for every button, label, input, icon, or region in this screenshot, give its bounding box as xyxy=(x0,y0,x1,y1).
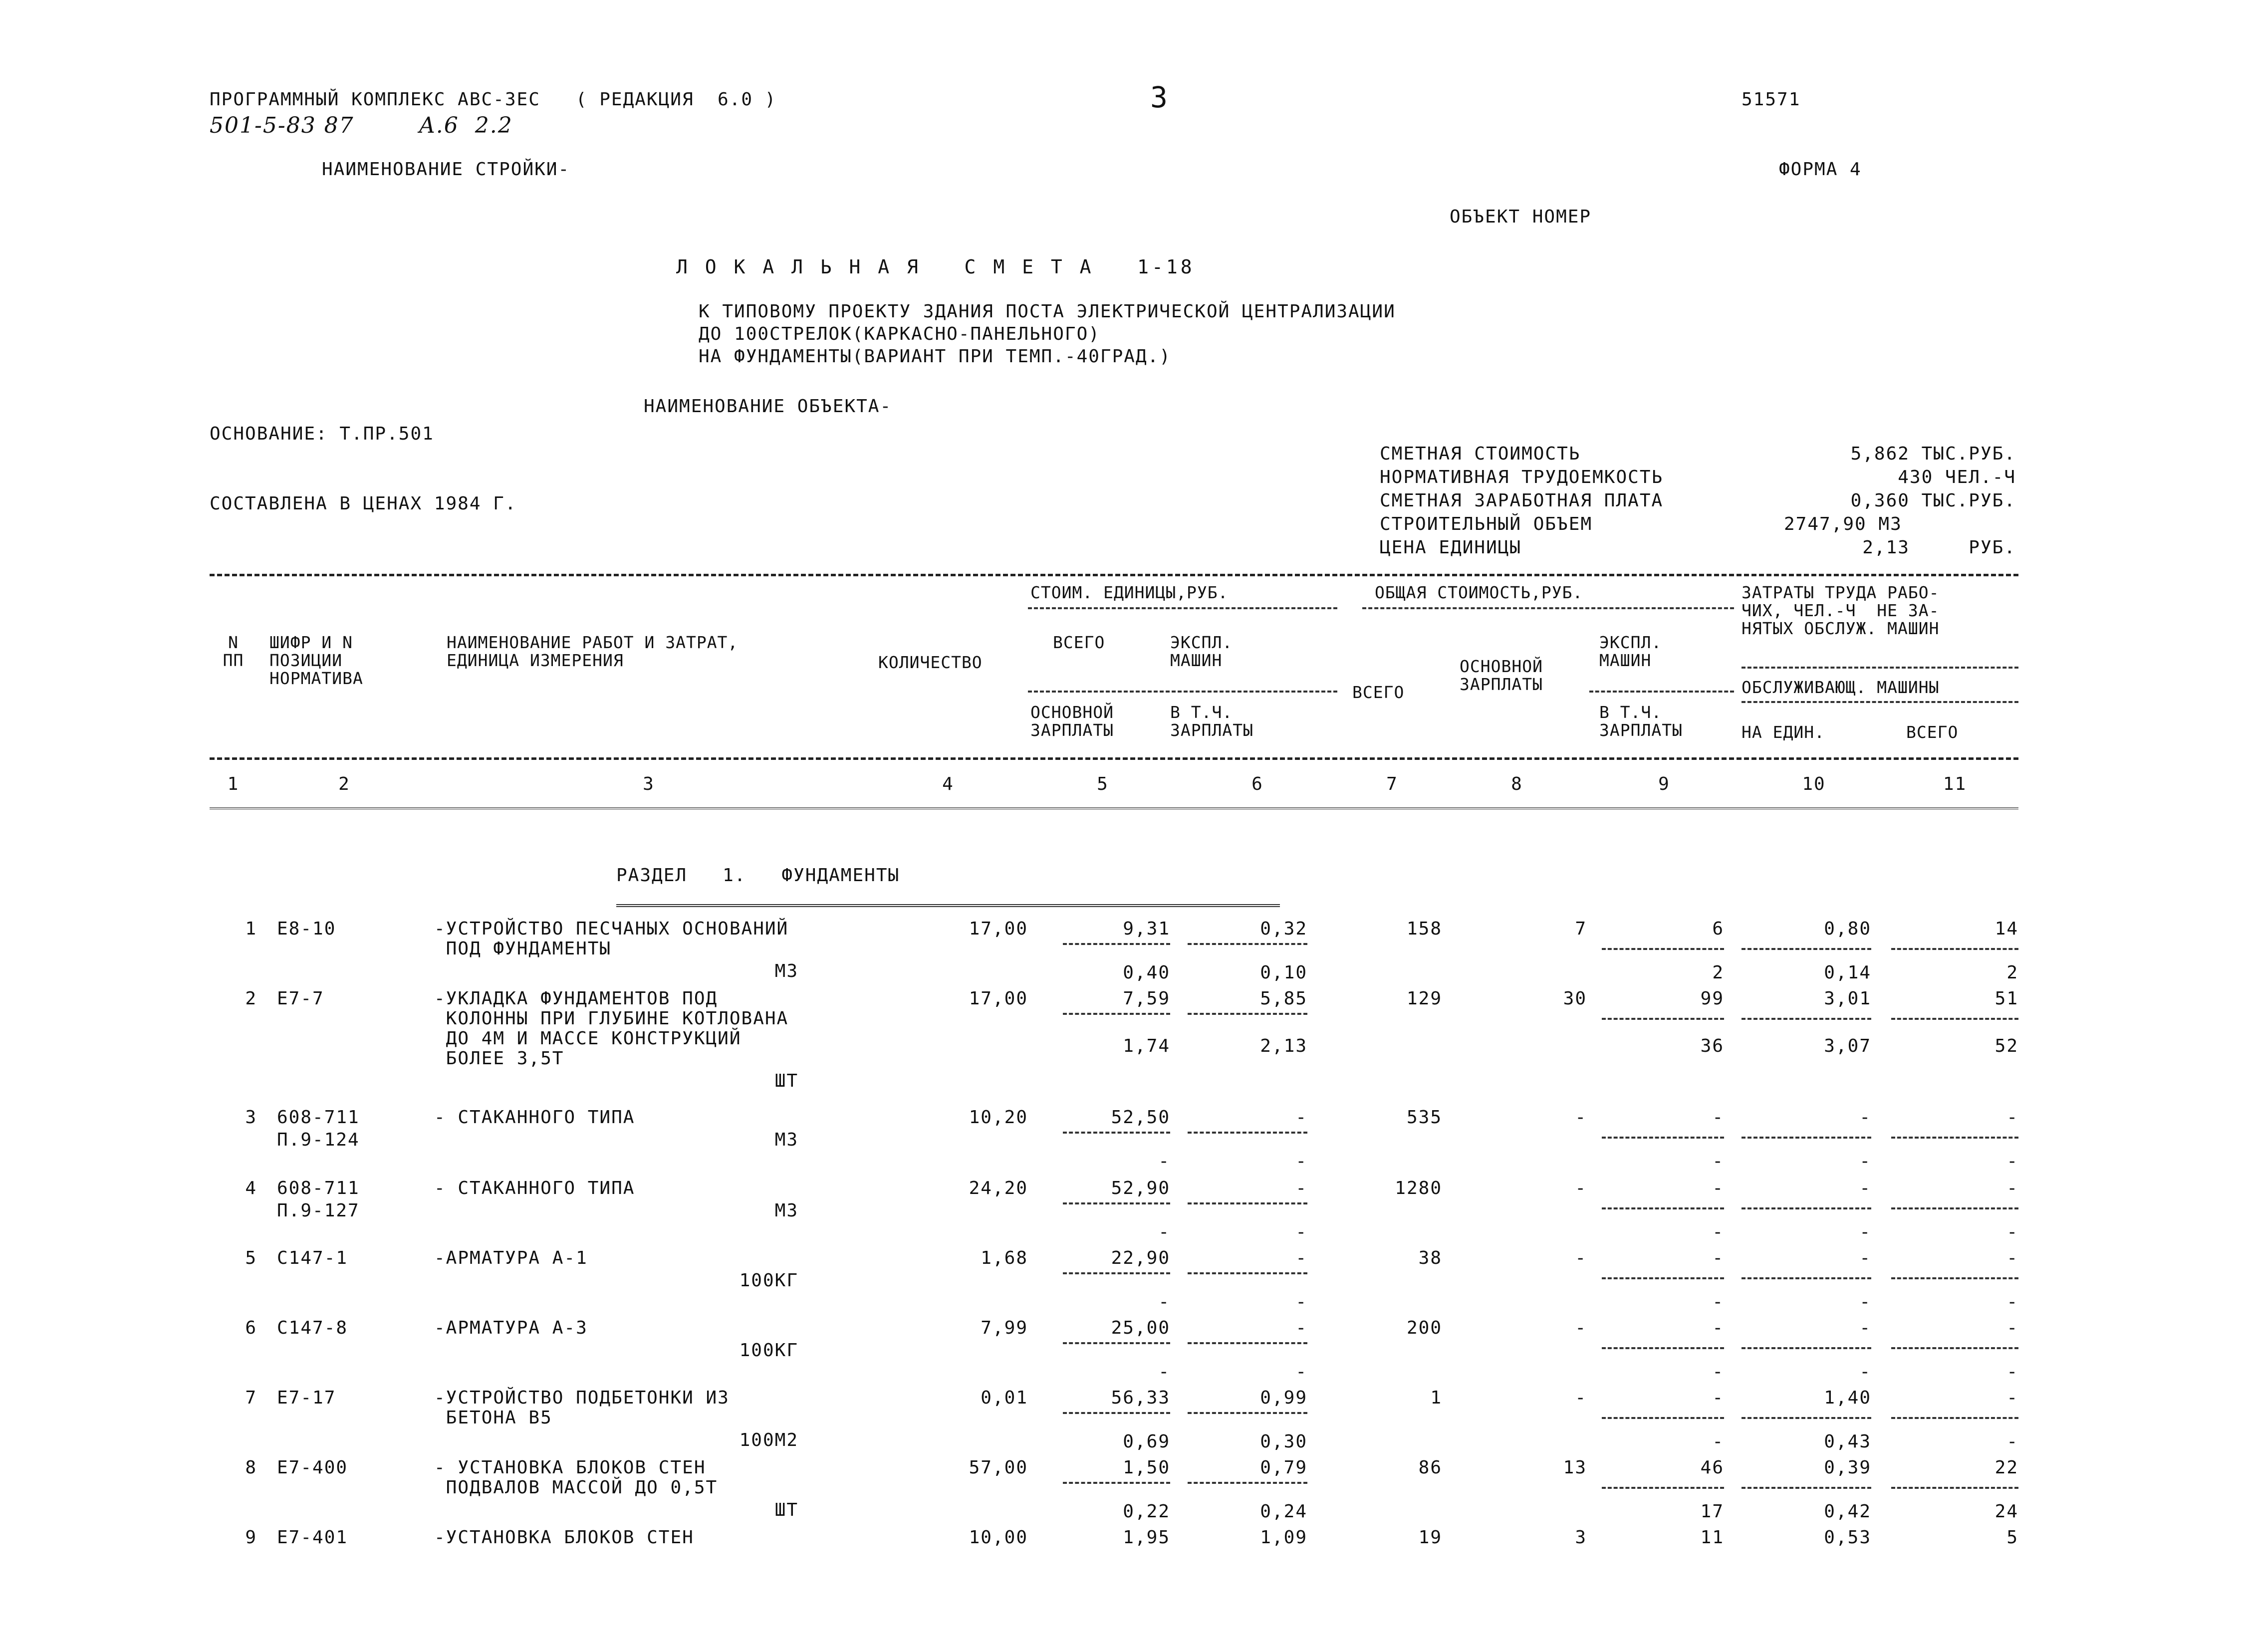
cell-c10: - xyxy=(1859,1248,1871,1268)
cell-c10: 1,40 xyxy=(1824,1388,1871,1408)
cell-c6: 1,09 xyxy=(1260,1527,1307,1548)
cell-c10: - xyxy=(1859,1318,1871,1338)
row-code: Е7-401 xyxy=(277,1527,348,1548)
total-cost-subrule xyxy=(1891,1207,2018,1209)
row-code: С147-8 xyxy=(277,1318,348,1338)
row-number: 8 xyxy=(245,1457,257,1478)
cell-c5: 52,90 xyxy=(1111,1178,1170,1198)
unit-cost-subrule xyxy=(1188,1342,1307,1344)
unit-cost-rule xyxy=(1028,607,1337,609)
cell-c8: - xyxy=(1575,1248,1587,1268)
cell-c8: - xyxy=(1575,1318,1587,1338)
estimate-title: Л О К А Л Ь Н А Я С М Е Т А 1-18 xyxy=(676,256,1195,278)
cell-c7: 200 xyxy=(1406,1318,1442,1338)
cell-c6: - xyxy=(1295,1178,1307,1198)
total-cost-subrule xyxy=(1742,1417,1871,1419)
summary-label: НОРМАТИВНАЯ ТРУДОЕМКОСТЬ xyxy=(1380,467,1664,487)
section-underline xyxy=(616,904,1280,907)
cell-c9b: - xyxy=(1712,1151,1724,1172)
cell-c5b: 0,69 xyxy=(1123,1431,1170,1452)
cell-c9b: - xyxy=(1712,1362,1724,1382)
cell-qty: 57,00 xyxy=(969,1457,1028,1478)
row-code-2: П.9-127 xyxy=(277,1200,360,1221)
cell-c9: - xyxy=(1712,1107,1724,1128)
total-cost-subrule xyxy=(1891,1417,2018,1419)
col-code-header: ШИФР И N ПОЗИЦИИ НОРМАТИВА xyxy=(269,633,363,688)
unit-cost-subrule xyxy=(1063,1013,1170,1015)
object-number: ОБЪЕКТ НОМЕР xyxy=(1450,207,1592,227)
total-cost-subrule xyxy=(1891,948,2018,950)
row-name: -УСТАНОВКА БЛОКОВ СТЕН xyxy=(434,1527,694,1548)
col-name-header: НАИМЕНОВАНИЕ РАБОТ И ЗАТРАТ, ЕДИНИЦА ИЗМЕРЕНИЯ xyxy=(447,633,739,670)
unit-cost-subrule xyxy=(1063,1132,1170,1134)
row-code: С147-1 xyxy=(277,1248,348,1268)
row-unit: 100КГ xyxy=(739,1270,798,1291)
col-n-header: N ПП xyxy=(223,633,244,670)
row-unit: М3 xyxy=(774,1130,798,1150)
total-mach-header: ЭКСПЛ. МАШИН xyxy=(1599,633,1662,670)
row-unit: М3 xyxy=(774,961,798,981)
construction-name: НАИМЕНОВАНИЕ СТРОЙКИ- xyxy=(322,159,570,180)
cell-c5: 52,50 xyxy=(1111,1107,1170,1128)
cell-c6b: 2,13 xyxy=(1260,1036,1307,1056)
total-mid-rule xyxy=(1589,691,1734,693)
object-name: НАИМЕНОВАНИЕ ОБЪЕКТА- xyxy=(644,396,892,417)
cell-c5: 25,00 xyxy=(1111,1318,1170,1338)
row-number: 3 xyxy=(245,1107,257,1128)
total-cost-subrule xyxy=(1742,1347,1871,1349)
cell-c11b: 24 xyxy=(1994,1501,2018,1522)
labor-rule-1 xyxy=(1742,667,2018,669)
cell-c11b: - xyxy=(2006,1362,2018,1382)
cell-c9b: 17 xyxy=(1700,1501,1724,1522)
cell-c6b: - xyxy=(1295,1222,1307,1242)
cell-c10b: - xyxy=(1859,1362,1871,1382)
summary-label: ЦЕНА ЕДИНИЦЫ xyxy=(1380,537,1522,558)
section-title: РАЗДЕЛ 1. ФУНДАМЕНТЫ xyxy=(616,865,900,886)
cell-c11: 14 xyxy=(1994,919,2018,939)
cell-qty: 17,00 xyxy=(969,919,1028,939)
total-cost-subrule xyxy=(1742,1137,1871,1139)
row-unit: ШТ xyxy=(774,1500,798,1520)
cell-c11: 22 xyxy=(1994,1457,2018,1478)
cell-qty: 10,20 xyxy=(969,1107,1028,1128)
summary-value: 2747,90 М3 xyxy=(1784,514,1902,534)
column-numbers-rule xyxy=(210,807,2018,809)
unit-mid-rule xyxy=(1028,691,1337,693)
cell-c10: - xyxy=(1859,1178,1871,1198)
cell-c5b: 0,22 xyxy=(1123,1501,1170,1522)
col-number: 2 xyxy=(338,774,350,794)
summary-value: 5,862 ТЫС.РУБ. xyxy=(1850,444,2016,464)
col-number: 8 xyxy=(1511,774,1523,794)
cell-c11b: - xyxy=(2006,1222,2018,1242)
cell-c10b: 0,14 xyxy=(1824,962,1871,983)
cell-c6b: - xyxy=(1295,1292,1307,1312)
col-number: 11 xyxy=(1943,774,1967,794)
labor-serv-header: ОБСЛУЖИВАЮЩ. МАШИНЫ xyxy=(1742,678,1940,697)
per-unit-header: НА ЕДИН. xyxy=(1742,722,1825,742)
row-code: Е7-400 xyxy=(277,1457,348,1478)
total-cost-subrule xyxy=(1602,1207,1724,1209)
cell-c9: 6 xyxy=(1712,919,1724,939)
total-cost-subrule xyxy=(1742,1487,1871,1489)
cell-c9b: 36 xyxy=(1700,1036,1724,1056)
unit-cost-subrule xyxy=(1188,1272,1307,1274)
cell-c11: - xyxy=(2006,1248,2018,1268)
cell-c6b: 0,24 xyxy=(1260,1501,1307,1522)
form-label: ФОРМА 4 xyxy=(1779,159,1862,180)
cell-c6: 0,99 xyxy=(1260,1388,1307,1408)
cell-c5: 7,59 xyxy=(1123,988,1170,1009)
cell-c8: 7 xyxy=(1575,919,1587,939)
total-incl-header: В Т.Ч. ЗАРПЛАТЫ xyxy=(1599,703,1683,740)
row-unit: 100КГ xyxy=(739,1340,798,1361)
cell-qty: 24,20 xyxy=(969,1178,1028,1198)
cell-c6: - xyxy=(1295,1318,1307,1338)
total-cost-subrule xyxy=(1602,948,1724,950)
row-code: Е7-7 xyxy=(277,988,324,1009)
cell-c9b: - xyxy=(1712,1431,1724,1452)
cell-c9: - xyxy=(1712,1178,1724,1198)
cell-c5: 1,50 xyxy=(1123,1457,1170,1478)
cell-c11b: - xyxy=(2006,1431,2018,1452)
unit-cost-subrule xyxy=(1188,943,1307,945)
summary-value: 430 ЧЕЛ.-Ч xyxy=(1898,467,2016,487)
total-cost-subrule xyxy=(1891,1347,2018,1349)
unit-cost-subrule xyxy=(1063,1272,1170,1274)
cell-c10b: 0,43 xyxy=(1824,1431,1871,1452)
row-name: -УКЛАДКА ФУНДАМЕНТОВ ПОД КОЛОННЫ ПРИ ГЛУБИНЕ КОТЛОВАНА ДО 4М И МАССЕ КОНСТРУКЦИЙ БОЛЕЕ 3,5Т xyxy=(434,988,789,1069)
cell-qty: 10,00 xyxy=(969,1527,1028,1548)
cell-c7: 86 xyxy=(1418,1457,1442,1478)
cell-c5b: - xyxy=(1158,1151,1170,1172)
row-number: 6 xyxy=(245,1318,257,1338)
unit-cost-subrule xyxy=(1188,1013,1307,1015)
row-name: -АРМАТУРА А-1 xyxy=(434,1248,588,1268)
row-name: -УСТРОЙСТВО ПОДБЕТОНКИ ИЗ БЕТОНА В5 xyxy=(434,1388,730,1428)
labor-rule-2 xyxy=(1742,701,2018,703)
row-name: -УСТРОЙСТВО ПЕСЧАНЫХ ОСНОВАНИЙ ПОД ФУНДАМЕНТЫ xyxy=(434,919,789,959)
page-number: 3 xyxy=(1150,80,1169,114)
cell-c8: - xyxy=(1575,1388,1587,1408)
cell-c6: - xyxy=(1295,1107,1307,1128)
unit-wage-header: ОСНОВНОЙ ЗАРПЛАТЫ xyxy=(1030,703,1114,740)
cell-c8: - xyxy=(1575,1107,1587,1128)
cell-c8: - xyxy=(1575,1178,1587,1198)
col-number: 10 xyxy=(1802,774,1826,794)
col-number: 6 xyxy=(1251,774,1263,794)
cell-c5b: 1,74 xyxy=(1123,1036,1170,1056)
cell-c5: 22,90 xyxy=(1111,1248,1170,1268)
cell-c11: 51 xyxy=(1994,988,2018,1009)
handwritten-code: 501-5-83 87 xyxy=(210,113,354,138)
row-unit: ШТ xyxy=(774,1071,798,1091)
row-code: 608-711 xyxy=(277,1107,360,1128)
total-cost-subrule xyxy=(1602,1417,1724,1419)
cell-c10b: - xyxy=(1859,1151,1871,1172)
cell-c11b: 2 xyxy=(2006,962,2018,983)
row-name: - УСТАНОВКА БЛОКОВ СТЕН ПОДВАЛОВ МАССОЙ ДО 0,5Т xyxy=(434,1457,718,1498)
row-number: 1 xyxy=(245,919,257,939)
summary-value: 2,13 РУБ. xyxy=(1862,537,2016,558)
title-line-3: НА ФУНДАМЕНТЫ(ВАРИАНТ ПРИ ТЕМП.-40ГРАД.) xyxy=(699,346,1171,367)
unit-cost-subrule xyxy=(1063,1482,1170,1484)
total-cost-subrule xyxy=(1742,1277,1871,1279)
cell-c9: 11 xyxy=(1700,1527,1724,1548)
cell-c10b: 3,07 xyxy=(1824,1036,1871,1056)
cell-c7: 38 xyxy=(1418,1248,1442,1268)
handwritten-album: A.6 2.2 xyxy=(419,113,513,138)
cell-c9: - xyxy=(1712,1318,1724,1338)
cell-qty: 7,99 xyxy=(981,1318,1028,1338)
col-number: 4 xyxy=(942,774,954,794)
row-number: 4 xyxy=(245,1178,257,1198)
cell-c10b: 0,42 xyxy=(1824,1501,1871,1522)
col-number: 7 xyxy=(1386,774,1398,794)
cell-c6: 5,85 xyxy=(1260,988,1307,1009)
total-cost-subrule xyxy=(1602,1018,1724,1020)
total-cost-rule xyxy=(1362,607,1734,609)
cell-c9: 99 xyxy=(1700,988,1724,1009)
unit-total-header: ВСЕГО xyxy=(1053,633,1105,652)
cell-c5b: 0,40 xyxy=(1123,962,1170,983)
total-cost-subrule xyxy=(1602,1277,1724,1279)
cell-c6b: - xyxy=(1295,1151,1307,1172)
cell-c6: 0,32 xyxy=(1260,919,1307,939)
col-number: 5 xyxy=(1097,774,1109,794)
cell-c9: - xyxy=(1712,1248,1724,1268)
cell-c6b: 0,10 xyxy=(1260,962,1307,983)
cell-c5b: - xyxy=(1158,1362,1170,1382)
row-number: 5 xyxy=(245,1248,257,1268)
cell-c11b: - xyxy=(2006,1292,2018,1312)
cell-c6b: - xyxy=(1295,1362,1307,1382)
row-code-2: П.9-124 xyxy=(277,1130,360,1150)
summary-label: СМЕТНАЯ ЗАРАБОТНАЯ ПЛАТА xyxy=(1380,490,1664,511)
total-cost-subrule xyxy=(1602,1347,1724,1349)
unit-cost-subrule xyxy=(1188,1202,1307,1204)
cell-c10: 0,80 xyxy=(1824,919,1871,939)
unit-cost-subrule xyxy=(1063,1412,1170,1414)
cell-c10: 0,39 xyxy=(1824,1457,1871,1478)
unit-cost-subrule xyxy=(1188,1412,1307,1414)
basis: ОСНОВАНИЕ: Т.ПР.501 xyxy=(210,424,434,444)
cell-c11: - xyxy=(2006,1107,2018,1128)
cell-c5: 9,31 xyxy=(1123,919,1170,939)
total-cost-subrule xyxy=(1891,1018,2018,1020)
cell-c11b: - xyxy=(2006,1151,2018,1172)
cell-c10: 3,01 xyxy=(1824,988,1871,1009)
summary-value: 0,360 ТЫС.РУБ. xyxy=(1850,490,2016,511)
cell-c7: 158 xyxy=(1406,919,1442,939)
title-line-2: ДО 100СТРЕЛОК(КАРКАСНО-ПАНЕЛЬНОГО) xyxy=(699,324,1100,344)
row-number: 2 xyxy=(245,988,257,1009)
total-cost-subrule xyxy=(1891,1137,2018,1139)
unit-cost-subrule xyxy=(1188,1132,1307,1134)
unit-cost-subrule xyxy=(1063,943,1170,945)
cell-c9b: - xyxy=(1712,1292,1724,1312)
cell-c11: - xyxy=(2006,1318,2018,1338)
row-code: Е7-17 xyxy=(277,1388,336,1408)
cell-c8: 30 xyxy=(1563,988,1587,1009)
cell-c8: 13 xyxy=(1563,1457,1587,1478)
cell-c5: 1,95 xyxy=(1123,1527,1170,1548)
cell-c6b: 0,30 xyxy=(1260,1431,1307,1452)
col-qty-header: КОЛИЧЕСТВО xyxy=(878,653,983,672)
cell-c5b: - xyxy=(1158,1222,1170,1242)
row-number: 7 xyxy=(245,1388,257,1408)
row-name: -АРМАТУРА А-3 xyxy=(434,1318,588,1338)
row-unit: М3 xyxy=(774,1200,798,1221)
cell-c10: 0,53 xyxy=(1824,1527,1871,1548)
cell-c10: - xyxy=(1859,1107,1871,1128)
row-name: - СТАКАННОГО ТИПА xyxy=(434,1178,635,1198)
total-cost-subrule xyxy=(1602,1137,1724,1139)
row-number: 9 xyxy=(245,1527,257,1548)
cell-c6: 0,79 xyxy=(1260,1457,1307,1478)
cell-c7: 129 xyxy=(1406,988,1442,1009)
cell-c11: - xyxy=(2006,1388,2018,1408)
cell-c5: 56,33 xyxy=(1111,1388,1170,1408)
row-unit: 100М2 xyxy=(739,1430,798,1450)
summary-label: СМЕТНАЯ СТОИМОСТЬ xyxy=(1380,444,1581,464)
unit-cost-header: СТОИМ. ЕДИНИЦЫ,РУБ. xyxy=(1030,583,1229,602)
row-name: - СТАКАННОГО ТИПА xyxy=(434,1107,635,1128)
cell-c9b: 2 xyxy=(1712,962,1724,983)
cell-c7: 535 xyxy=(1406,1107,1442,1128)
row-code: 608-711 xyxy=(277,1178,360,1198)
unit-cost-subrule xyxy=(1188,1482,1307,1484)
cell-c10b: - xyxy=(1859,1292,1871,1312)
prices-basis: СОСТАВЛЕНА В ЦЕНАХ 1984 Г. xyxy=(210,493,517,514)
cell-c11: 5 xyxy=(2006,1527,2018,1548)
cell-qty: 17,00 xyxy=(969,988,1028,1009)
cell-c7: 1280 xyxy=(1395,1178,1442,1198)
header-top-rule xyxy=(210,574,2018,576)
unit-mach-header: ЭКСПЛ. МАШИН xyxy=(1170,633,1233,670)
row-code: Е8-10 xyxy=(277,919,336,939)
cell-c9b: - xyxy=(1712,1222,1724,1242)
cell-c11: - xyxy=(2006,1178,2018,1198)
unit-cost-subrule xyxy=(1063,1202,1170,1204)
cell-qty: 1,68 xyxy=(981,1248,1028,1268)
col-number: 9 xyxy=(1658,774,1670,794)
total-cost-subrule xyxy=(1742,1207,1871,1209)
program-line: ПРОГРАММНЫЙ КОМПЛЕКС АВС-ЗЕС ( РЕДАКЦИЯ 6.0 ) xyxy=(210,89,777,110)
col-number: 1 xyxy=(227,774,240,794)
total-cost-subrule xyxy=(1602,1487,1724,1489)
cell-c6: - xyxy=(1295,1248,1307,1268)
labor-header: ЗАТРАТЫ ТРУДА РАБО- ЧИХ, ЧЕЛ.-Ч НЕ ЗА- НЯТЫХ ОБСЛУЖ. МАШИН xyxy=(1742,583,1940,638)
total-all-header: ВСЕГО xyxy=(1352,683,1405,702)
cell-c9: - xyxy=(1712,1388,1724,1408)
all-header: ВСЕГО xyxy=(1906,722,1959,742)
cell-c5b: - xyxy=(1158,1292,1170,1312)
summary-label: СТРОИТЕЛЬНЫЙ ОБЪЕМ xyxy=(1380,514,1593,534)
cell-c10b: - xyxy=(1859,1222,1871,1242)
doc-number: 51571 xyxy=(1742,89,1801,110)
cell-c8: 3 xyxy=(1575,1527,1587,1548)
cell-qty: 0,01 xyxy=(981,1388,1028,1408)
col-number: 3 xyxy=(643,774,655,794)
header-bottom-rule xyxy=(210,757,2018,760)
total-cost-header: ОБЩАЯ СТОИМОСТЬ,РУБ. xyxy=(1375,583,1583,602)
unit-cost-subrule xyxy=(1063,1342,1170,1344)
cell-c7: 1 xyxy=(1430,1388,1442,1408)
cell-c9: 46 xyxy=(1700,1457,1724,1478)
total-cost-subrule xyxy=(1742,1018,1871,1020)
cell-c7: 19 xyxy=(1418,1527,1442,1548)
title-line-1: К ТИПОВОМУ ПРОЕКТУ ЗДАНИЯ ПОСТА ЭЛЕКТРИЧЕСКОЙ ЦЕНТРАЛИЗАЦИИ xyxy=(699,301,1396,322)
total-wage-header: ОСНОВНОЙ ЗАРПЛАТЫ xyxy=(1460,657,1543,694)
total-cost-subrule xyxy=(1742,948,1871,950)
total-cost-subrule xyxy=(1891,1277,2018,1279)
total-cost-subrule xyxy=(1891,1487,2018,1489)
cell-c11b: 52 xyxy=(1994,1036,2018,1056)
unit-incl-header: В Т.Ч. ЗАРПЛАТЫ xyxy=(1170,703,1253,740)
